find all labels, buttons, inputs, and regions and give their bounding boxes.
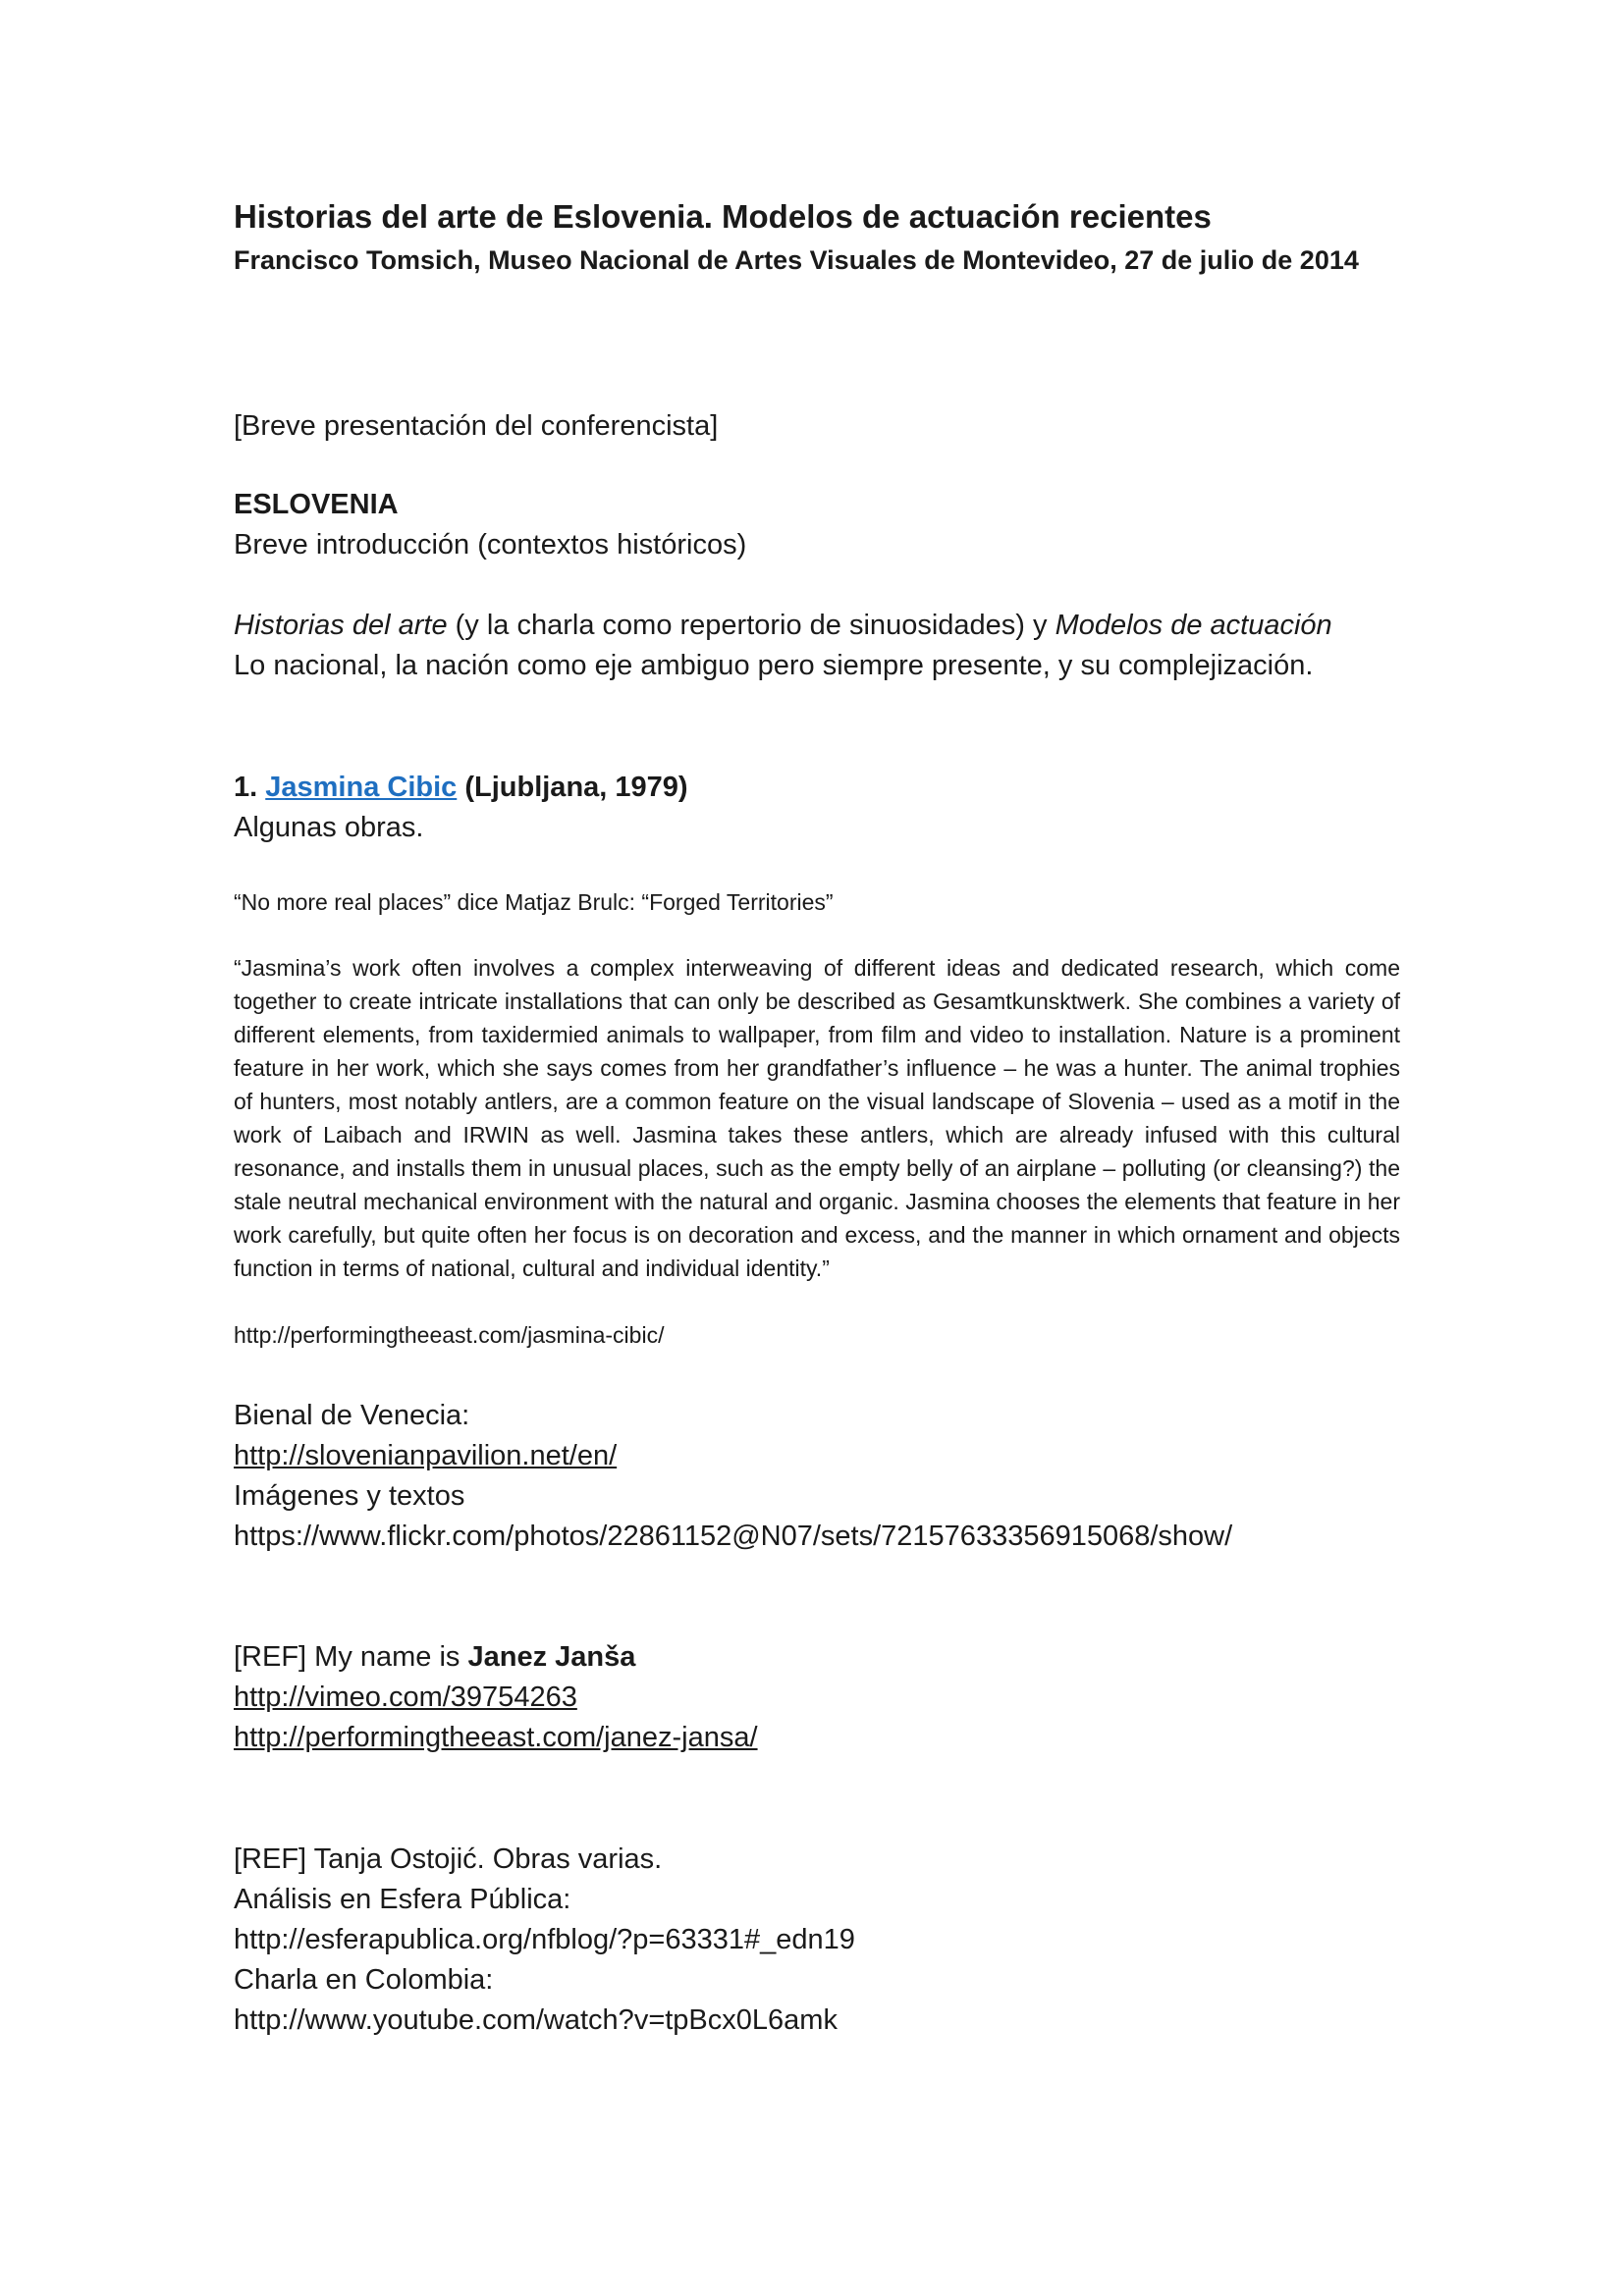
themes-italic-1: Historias del arte [234,610,448,641]
ref1-prefix: [REF] My name is [234,1641,468,1673]
themes-line-1 [234,606,1332,646]
document-subtitle: Francisco Tomsich, Museo Nacional de Artes Visuales de Montevideo, 27 de julio de 2014 [234,245,1359,275]
performing-link[interactable]: http://performingtheeast.com/janez-jansa/ [234,1722,758,1753]
quote-source: http://performingtheeast.com/jasmina-cibic/ [234,1322,665,1348]
analysis-label: Análisis en Esfera Pública: [234,1884,571,1915]
presentation-note: [Breve presentación del conferencista] [234,410,719,442]
themes-line-2: Lo nacional, la nación como eje ambiguo pero siempre presente, y su complejización. [234,650,1314,681]
artist-works: Algunas obras. [234,812,424,843]
section-heading: ESLOVENIA [234,489,399,520]
flickr-url: https://www.flickr.com/photos/22861152@N07/sets/72157633356915068/show/ [234,1521,1233,1552]
intro-line: Breve introducción (contextos históricos) [234,529,747,561]
ref1-line [234,1637,635,1678]
ref2-line: [REF] Tanja Ostojić. Obras varias. [234,1843,663,1875]
artist-note: “No more real places” dice Matjaz Brulc: “Forged Territories” [234,889,834,915]
analysis-url: http://esferapublica.org/nfblog/?p=63331#_edn19 [234,1924,855,1955]
artist-number: 1. [234,772,266,803]
document-title: Historias del arte de Eslovenia. Modelos de actuación recientes [234,198,1212,235]
themes-plain: (y la charla como repertorio de sinuosidades) y [447,610,1056,641]
ref1-name: Janez Janša [467,1641,636,1673]
vimeo-link[interactable]: http://vimeo.com/39754263 [234,1682,577,1713]
biennale-label: Bienal de Venecia: [234,1400,470,1431]
images-label: Imágenes y textos [234,1480,465,1512]
artist-quote: “Jasmina’s work often involves a complex interweaving of different ideas and dedicated research, which come together to create intricate installations that can only be described as Gesamtkunsktwerk. She combines a variety of different elements, from taxidermied animals to wallpaper, from film and video to installation. Nature is a prominent feature in her work, which she says comes from her grandfather’s influence – he was a hunter. The animal trophies of hunters, most notably antlers, are a common feature on the visual landscape of Slovenia – used as a motif in the work of Laibach and IRWIN as well. Jasmina takes these antlers, which are already infused with this cultural resonance, and installs them in unusual places, such as the empty belly of an airplane – polluting (or cleansing?) the stale neutral mechanical environment with the natural and organic. Jasmina chooses the elements that feature in her work carefully, but quite often her focus is on decoration and excess, and the manner in which ornament and objects function in terms of national, cultural and individual identity.” [234,955,1400,1281]
themes-italic-2: Modelos de actuación [1055,610,1332,641]
talk-label: Charla en Colombia: [234,1964,494,1996]
artist-details: (Ljubljana, 1979) [457,772,688,803]
artist-heading [234,768,688,808]
artist-name-link[interactable]: Jasmina Cibic [265,772,458,803]
talk-url: http://www.youtube.com/watch?v=tpBcx0L6amk [234,2004,838,2036]
biennale-link[interactable]: http://slovenianpavilion.net/en/ [234,1440,618,1471]
